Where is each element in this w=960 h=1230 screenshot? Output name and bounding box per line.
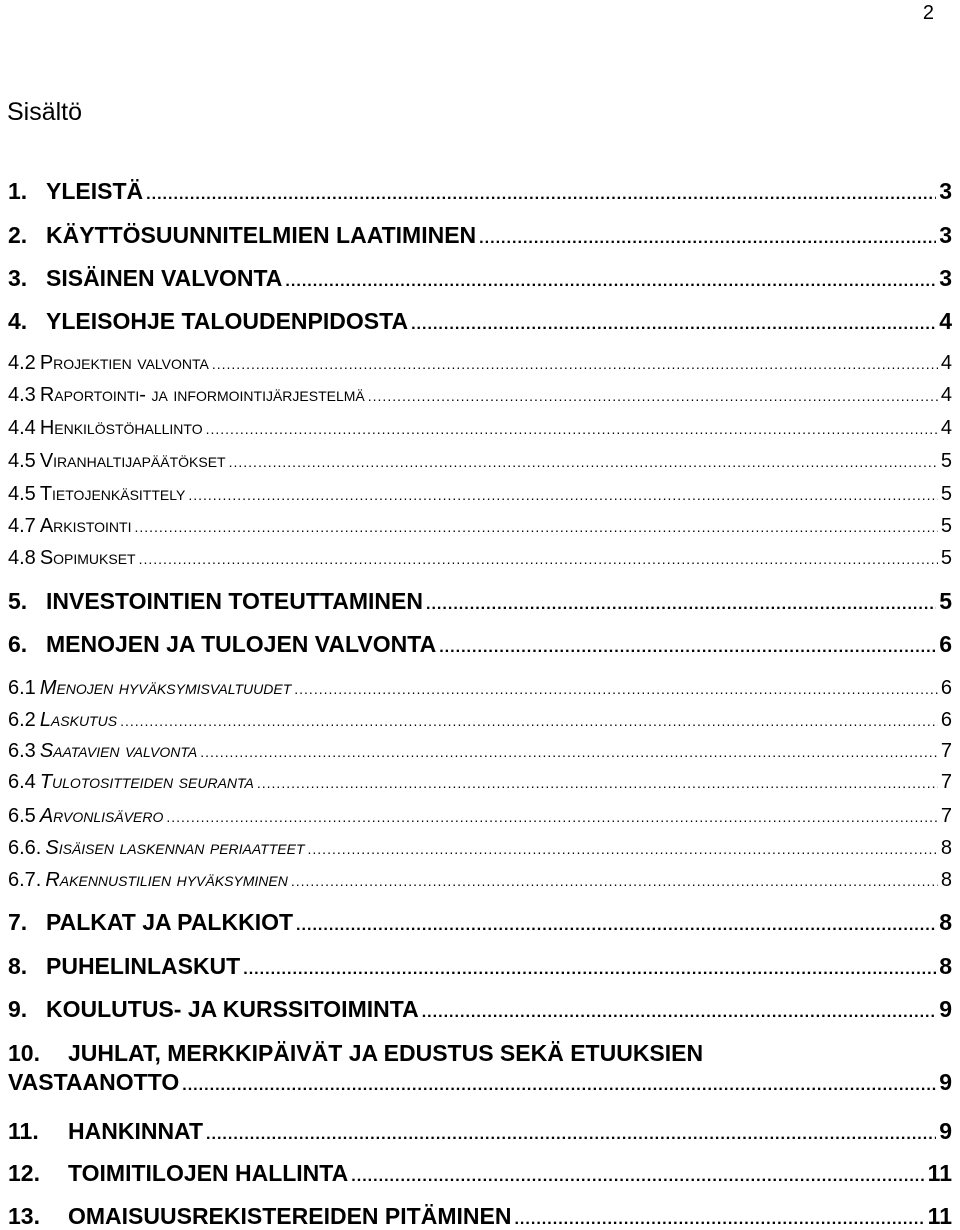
toc-leader [206, 422, 938, 436]
toc-num: 6.3 [8, 740, 36, 762]
toc-leader [479, 230, 936, 246]
page-number: 2 [922, 2, 934, 24]
toc-entry-1[interactable] [8, 180, 952, 203]
toc-num: 8. [8, 953, 28, 979]
toc-title: PUHELINLASKUT [46, 953, 241, 979]
toc-num: 10. [8, 1040, 40, 1066]
toc-title: Saatavien valvonta [39, 740, 198, 762]
toc-entry-6-4[interactable] [8, 772, 952, 792]
toc-entry-6-3[interactable] [8, 741, 952, 761]
toc-num: 7. [8, 909, 28, 935]
toc-leader [351, 1168, 924, 1184]
toc-num: 4. [8, 308, 28, 334]
toc-page: 5 [939, 588, 952, 614]
toc-entry-4-5b[interactable] [8, 484, 952, 504]
toc-num: 4.8 [8, 547, 36, 569]
toc-title: Arkistointi [39, 515, 132, 537]
toc-entry-4-8[interactable] [8, 548, 952, 568]
toc-page: 9 [939, 1069, 952, 1095]
toc-title: HANKINNAT [68, 1118, 204, 1144]
toc-leader [200, 745, 938, 759]
toc-page: 6 [939, 631, 952, 657]
toc-leader [182, 1077, 936, 1093]
toc-num: 6.5 [8, 805, 36, 827]
toc-page: 9 [939, 1118, 952, 1144]
toc-leader [426, 596, 936, 612]
toc-entry-6-1[interactable] [8, 678, 952, 698]
toc-num: 3. [8, 265, 28, 291]
toc-title: KOULUTUS- JA KURSSITOIMINTA [46, 996, 419, 1022]
toc-title: Menojen hyväksymisvaltuudet [39, 677, 292, 699]
toc-leader [294, 682, 938, 696]
toc-num: 6.7. [8, 869, 42, 891]
toc-entry-5[interactable] [8, 590, 952, 613]
toc-page: 5 [940, 547, 952, 569]
toc-num: 6. [8, 631, 28, 657]
toc-title: Sopimukset [39, 547, 136, 569]
toc-entry-8[interactable] [8, 955, 952, 978]
toc-num: 4.4 [8, 417, 36, 439]
toc-page: 4 [940, 352, 952, 374]
toc-num: 4.3 [8, 384, 36, 406]
toc-title-line2: VASTAANOTTO [8, 1069, 180, 1095]
toc-leader [229, 455, 938, 469]
toc-entry-6-6[interactable] [8, 838, 952, 858]
toc-title: KÄYTTÖSUUNNITELMIEN LAATIMINEN [46, 222, 477, 248]
toc-entry-4-5a[interactable] [8, 451, 952, 471]
toc-leader [422, 1004, 937, 1020]
toc-leader [439, 639, 936, 655]
toc-title: PALKAT JA PALKKIOT [46, 909, 294, 935]
toc-num: 11. [8, 1118, 39, 1144]
toc-leader [368, 389, 938, 403]
toc-page: 3 [939, 222, 952, 248]
toc-page: 11 [927, 1203, 952, 1229]
toc-leader [285, 273, 936, 289]
toc-page: 5 [940, 450, 952, 472]
toc-title: YLEISOHJE TALOUDENPIDOSTA [46, 308, 409, 334]
toc-page: 3 [939, 265, 952, 291]
toc-heading: Sisältö [7, 98, 83, 126]
toc-entry-4[interactable] [8, 310, 952, 333]
toc-page: 7 [940, 771, 952, 793]
toc-title: Sisäisen laskennan periaatteet [45, 837, 305, 859]
toc-num: 6.4 [8, 771, 36, 793]
toc-leader [120, 714, 938, 728]
toc-entry-3[interactable] [8, 267, 952, 290]
toc-title: INVESTOINTIEN TOTEUTTAMINEN [46, 588, 423, 614]
toc-entry-4-3[interactable] [8, 385, 952, 405]
toc-page: 7 [940, 805, 952, 827]
toc-num: 4.7 [8, 515, 36, 537]
toc-num: 13. [8, 1203, 40, 1229]
toc-num: 2. [8, 222, 28, 248]
toc-entry-11[interactable] [8, 1120, 952, 1143]
toc-leader [296, 917, 936, 933]
toc-page: 4 [940, 417, 952, 439]
toc-page: 9 [939, 996, 952, 1022]
toc-page: 4 [939, 308, 952, 334]
toc-entry-7[interactable] [8, 911, 952, 934]
toc-page: 4 [940, 384, 952, 406]
toc-leader [139, 552, 938, 566]
toc-num: 5. [8, 588, 28, 614]
toc-title: Henkilöstöhallinto [39, 417, 203, 439]
toc-page: 8 [940, 837, 952, 859]
toc-title: Laskutus [39, 709, 118, 731]
toc-entry-4-7[interactable] [8, 516, 952, 536]
toc-num: 6.1 [8, 677, 36, 699]
toc-leader [514, 1211, 924, 1227]
toc-leader [257, 776, 938, 790]
toc-title: Viranhaltijapäätökset [39, 450, 226, 472]
toc-entry-4-4[interactable] [8, 418, 952, 438]
toc-page: 6 [940, 677, 952, 699]
toc-num: 12. [8, 1160, 40, 1186]
toc-entry-10[interactable] [8, 1040, 952, 1094]
toc-leader [411, 316, 936, 332]
toc-num: 9. [8, 996, 28, 1022]
toc-page: 8 [940, 869, 952, 891]
toc-title: TOIMITILOJEN HALLINTA [68, 1160, 349, 1186]
toc-leader [243, 961, 936, 977]
toc-page: 5 [940, 515, 952, 537]
toc-title: YLEISTÄ [46, 178, 144, 204]
toc-num: 4.5 [8, 450, 36, 472]
toc-entry-6-7[interactable] [8, 870, 952, 890]
toc-title: MENOJEN JA TULOJEN VALVONTA [46, 631, 437, 657]
toc-leader [206, 1126, 936, 1142]
toc-leader [146, 186, 936, 202]
toc-entry-6[interactable] [8, 633, 952, 656]
toc-title: Tietojenkäsittely [39, 483, 186, 505]
toc-entry-6-5[interactable] [8, 806, 952, 826]
toc-num: 4.5 [8, 483, 36, 505]
toc-leader [212, 357, 938, 371]
toc-title: OMAISUUSREKISTEREIDEN PITÄMINEN [68, 1203, 512, 1229]
toc-entry-12[interactable] [8, 1162, 952, 1185]
toc-title: Arvonlisävero [39, 805, 164, 827]
toc-page: 7 [940, 740, 952, 762]
toc-entry-9[interactable] [8, 998, 952, 1021]
toc-page: 3 [939, 178, 952, 204]
toc-num: 1. [8, 178, 28, 204]
toc-entry-2[interactable] [8, 224, 952, 247]
toc-leader [291, 874, 938, 888]
toc-page: 8 [939, 909, 952, 935]
toc-leader [308, 842, 938, 856]
toc-title: Tulotositteiden seuranta [39, 771, 254, 793]
toc-num: 4.2 [8, 352, 36, 374]
toc-num: 6.6. [8, 837, 42, 859]
toc-entry-13[interactable] [8, 1205, 952, 1228]
toc-title: Raportointi- ja informointijärjestelmä [39, 384, 365, 406]
toc-num: 6.2 [8, 709, 36, 731]
toc-title-line1: JUHLAT, MERKKIPÄIVÄT JA EDUSTUS SEKÄ ETUUKSIEN [68, 1040, 704, 1066]
toc-page: 11 [927, 1160, 952, 1186]
toc-entry-6-2[interactable] [8, 710, 952, 730]
toc-entry-4-2[interactable] [8, 353, 952, 373]
toc-page: 5 [940, 483, 952, 505]
toc-title: SISÄINEN VALVONTA [46, 265, 283, 291]
toc-leader [166, 810, 938, 824]
toc-title: Rakennustilien hyväksyminen [45, 869, 288, 891]
toc-page: 8 [939, 953, 952, 979]
toc-leader [134, 520, 937, 534]
toc-leader [188, 488, 938, 502]
toc-title: Projektien valvonta [39, 352, 209, 374]
toc-page: 6 [940, 709, 952, 731]
